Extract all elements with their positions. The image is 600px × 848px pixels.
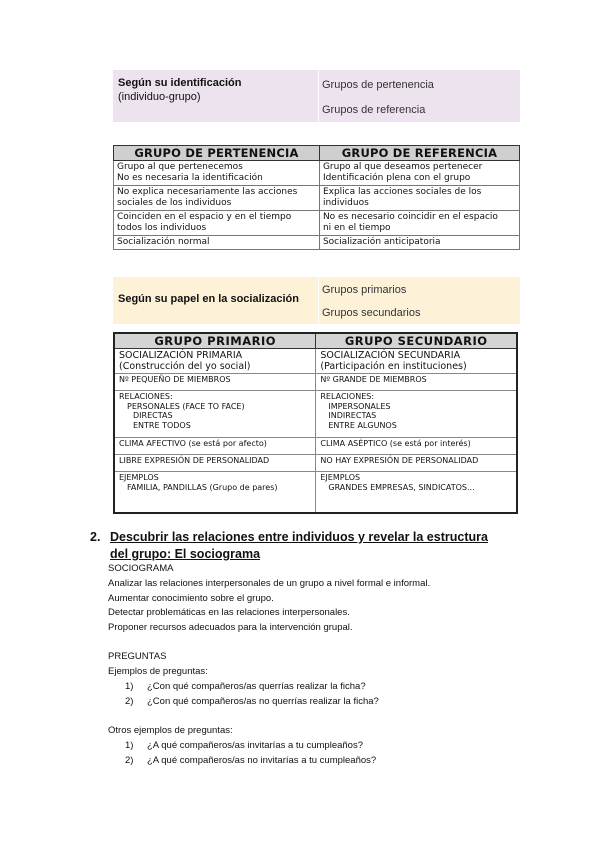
- table-row: [114, 374, 517, 391]
- table-cell: No es necesario coincidir en el espacio ni en el tiempo: [319, 211, 519, 236]
- socialization-box: [113, 277, 520, 324]
- identification-types: [318, 70, 521, 122]
- paragraph: Proponer recursos adecuados para la intervención grupal.: [108, 622, 353, 633]
- table-cell: SOCIALIZACIÓN SECUNDARIA (Participación en instituciones): [316, 349, 517, 374]
- table-cell: Socialización normal: [114, 236, 320, 250]
- table-cell: EJEMPLOS GRANDES EMPRESAS, SINDICATOS...: [316, 472, 517, 514]
- table-row: [114, 211, 520, 236]
- paragraph: Detectar problemáticas en las relaciones interpersonales.: [108, 607, 350, 618]
- table-row: [114, 161, 520, 186]
- socialization-title: Según su papel en la socialización: [118, 293, 299, 305]
- identification-title: Según su identificación: [118, 77, 242, 89]
- table-cell: No explica necesariamente las acciones sociales de los individuos: [114, 186, 320, 211]
- header-primario: GRUPO PRIMARIO: [114, 333, 316, 349]
- ejemplos-label: Ejemplos de preguntas:: [108, 666, 208, 677]
- preguntas-label: PREGUNTAS: [108, 651, 167, 662]
- section-title: Descubrir las relaciones entre individuos y revelar la estructura del grupo: El sociograma: [110, 530, 488, 561]
- type-pertenencia: Grupos de pertenencia: [322, 79, 434, 91]
- list-item: 1) ¿A qué compañeros/as invitarías a tu cumpleaños?: [125, 740, 363, 751]
- table-cell: NO HAY EXPRESIÓN DE PERSONALIDAD: [316, 455, 517, 472]
- table-cell: Coinciden en el espacio y en el tiempo todos los individuos: [114, 211, 320, 236]
- type-primarios: Grupos primarios: [322, 284, 407, 296]
- table-cell: EJEMPLOS FAMILIA, PANDILLAS (Grupo de pares): [114, 472, 316, 514]
- table-cell: Nº GRANDE DE MIEMBROS: [316, 374, 517, 391]
- table-row: [114, 236, 520, 250]
- table-cell: RELACIONES: PERSONALES (FACE TO FACE) DIRECTAS ENTRE TODOS: [114, 391, 316, 438]
- header-secundario: GRUPO SECUNDARIO: [316, 333, 517, 349]
- identification-box: [113, 70, 520, 122]
- primario-secundario-table: [113, 332, 518, 514]
- table-row: [114, 391, 517, 438]
- table-row: [114, 472, 517, 514]
- type-secundarios: Grupos secundarios: [322, 307, 421, 319]
- list-item: 1) ¿Con qué compañeros/as querrías realizar la ficha?: [125, 681, 366, 692]
- table-cell: RELACIONES: IMPERSONALES INDIRECTAS ENTRE ALGUNOS: [316, 391, 517, 438]
- list-item: 2) ¿Con qué compañeros/as no querrías realizar la ficha?: [125, 696, 379, 707]
- identification-subtitle: (individuo-grupo): [118, 91, 201, 103]
- otros-label: Otros ejemplos de preguntas:: [108, 725, 233, 736]
- pertenencia-referencia-table: [113, 145, 520, 250]
- table-row: [114, 455, 517, 472]
- table-cell: Grupo al que deseamos pertenecer Identificación plena con el grupo: [319, 161, 519, 186]
- socialization-types: [318, 277, 521, 324]
- table-cell: Explica las acciones sociales de los individuos: [319, 186, 519, 211]
- table-cell: Grupo al que pertenecemos No es necesaria la identificación: [114, 161, 320, 186]
- table-row: [114, 349, 517, 374]
- paragraph: Analizar las relaciones interpersonales de un grupo a nivel formal e informal.: [108, 578, 431, 589]
- table-row: [114, 438, 517, 455]
- table-cell: LIBRE EXPRESIÓN DE PERSONALIDAD: [114, 455, 316, 472]
- header-pertenencia: GRUPO DE PERTENENCIA: [114, 146, 320, 161]
- table-cell: CLIMA ASÉPTICO (se está por interés): [316, 438, 517, 455]
- type-referencia: Grupos de referencia: [322, 104, 426, 116]
- sociograma-label: SOCIOGRAMA: [108, 563, 174, 574]
- paragraph: Aumentar conocimiento sobre el grupo.: [108, 593, 274, 604]
- table-cell: CLIMA AFECTIVO (se está por afecto): [114, 438, 316, 455]
- table-cell: SOCIALIZACIÓN PRIMARIA (Construcción del yo social): [114, 349, 316, 374]
- section-number: 2.: [90, 530, 101, 544]
- identification-label: [118, 76, 241, 104]
- header-referencia: GRUPO DE REFERENCIA: [319, 146, 519, 161]
- table-cell: Nº PEQUEÑO DE MIEMBROS: [114, 374, 316, 391]
- table-cell: Socialización anticipatoria: [319, 236, 519, 250]
- table-row: [114, 186, 520, 211]
- list-item: 2) ¿A qué compañeros/as no invitarías a tu cumpleaños?: [125, 755, 377, 766]
